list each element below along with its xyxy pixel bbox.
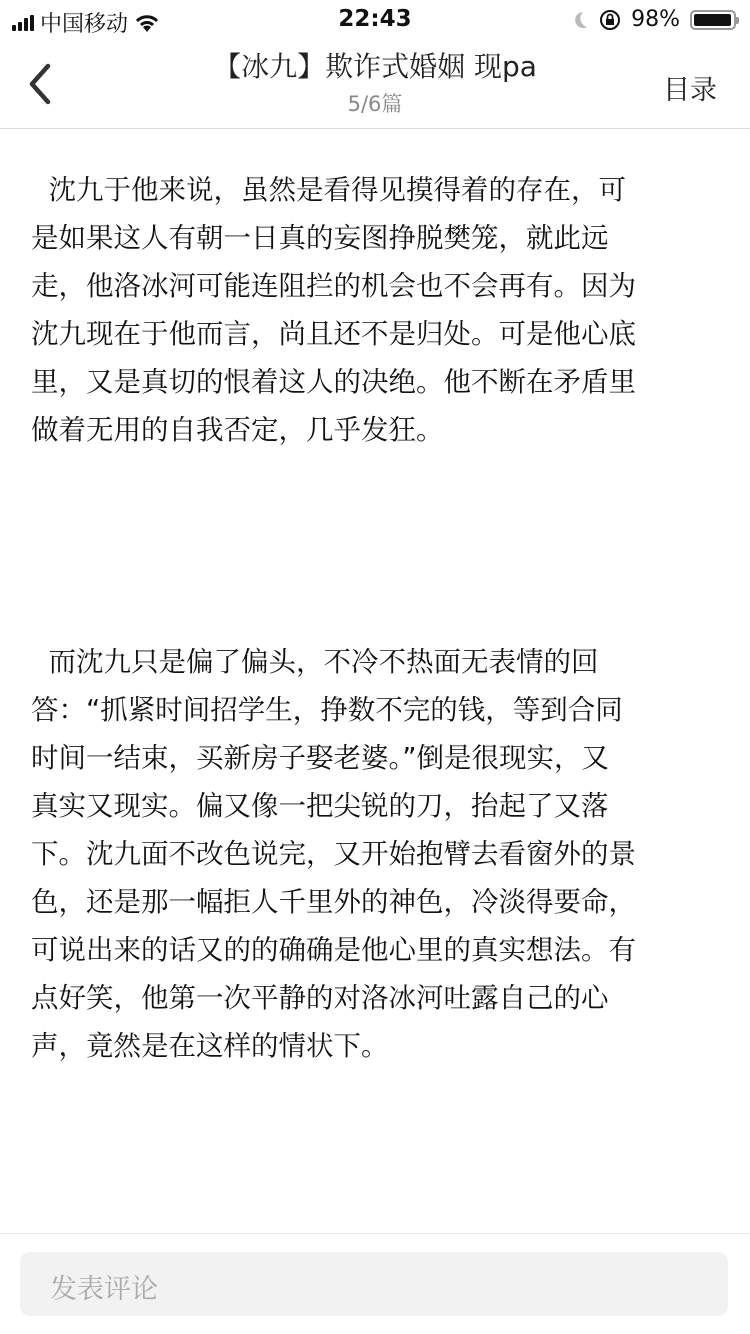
paragraph-line: 沈九于他来说，虽然是看得见摸得着的存在，可 bbox=[31, 174, 626, 206]
paragraph-line: 真实又现实。偏又像一把尖锐的刀，抬起了又落 bbox=[31, 790, 609, 822]
paragraph-line: 可说出来的话又的的确确是他心里的真实想法。有 bbox=[31, 934, 636, 966]
status-bar bbox=[0, 0, 750, 40]
paragraph-line: 声，竟然是在这样的情状下。 bbox=[31, 1030, 389, 1062]
paragraph-line: 走，他洛冰河可能连阻拦的机会也不会再有。因为 bbox=[31, 270, 636, 302]
paragraph-line: 下。沈九面不改色说完，又开始抱臂去看窗外的景 bbox=[31, 838, 636, 870]
comment-bar bbox=[0, 1233, 750, 1334]
comment-input[interactable]: 发表评论 bbox=[20, 1252, 728, 1316]
paragraph-line: 是如果这人有朝一日真的妄图挣脱樊笼，就此远 bbox=[31, 222, 609, 254]
chapter-counter: 5/6篇 bbox=[347, 92, 403, 116]
carrier-label: 中国移动 bbox=[40, 12, 129, 37]
paragraph-line: 点好笑，他第一次平静的对洛冰河吐露自己的心 bbox=[31, 982, 609, 1014]
paragraph-line: 时间一结束，买新房子娶老婆。”倒是很现实，又 bbox=[31, 742, 609, 774]
battery-percent: 98% bbox=[631, 7, 680, 32]
paragraph-line: 而沈九只是偏了偏头，不冷不热面无表情的回 bbox=[31, 646, 599, 678]
page-title: 【冰九】欺诈式婚姻 现pa bbox=[213, 50, 537, 83]
battery-icon bbox=[690, 10, 736, 30]
paragraph-line: 做着无用的自我否定，几乎发狂。 bbox=[31, 414, 444, 446]
paragraph-line: 沈九现在于他而言，尚且还不是归处。可是他心底 bbox=[31, 318, 636, 350]
paragraph-line: 答：“抓紧时间招学生，挣数不完的钱，等到合同 bbox=[31, 694, 623, 726]
paragraph-line: 色，还是那一幅拒人千里外的神色，冷淡得要命， bbox=[31, 886, 636, 918]
clock: 22:43 bbox=[338, 6, 412, 32]
moon-icon bbox=[571, 10, 589, 30]
nav-bar bbox=[0, 40, 750, 129]
rotation-lock-icon bbox=[599, 9, 621, 31]
toc-button[interactable]: 目录 bbox=[663, 75, 717, 106]
paragraph-line: 里，又是真切的恨着这人的决绝。他不断在矛盾里 bbox=[31, 366, 636, 398]
